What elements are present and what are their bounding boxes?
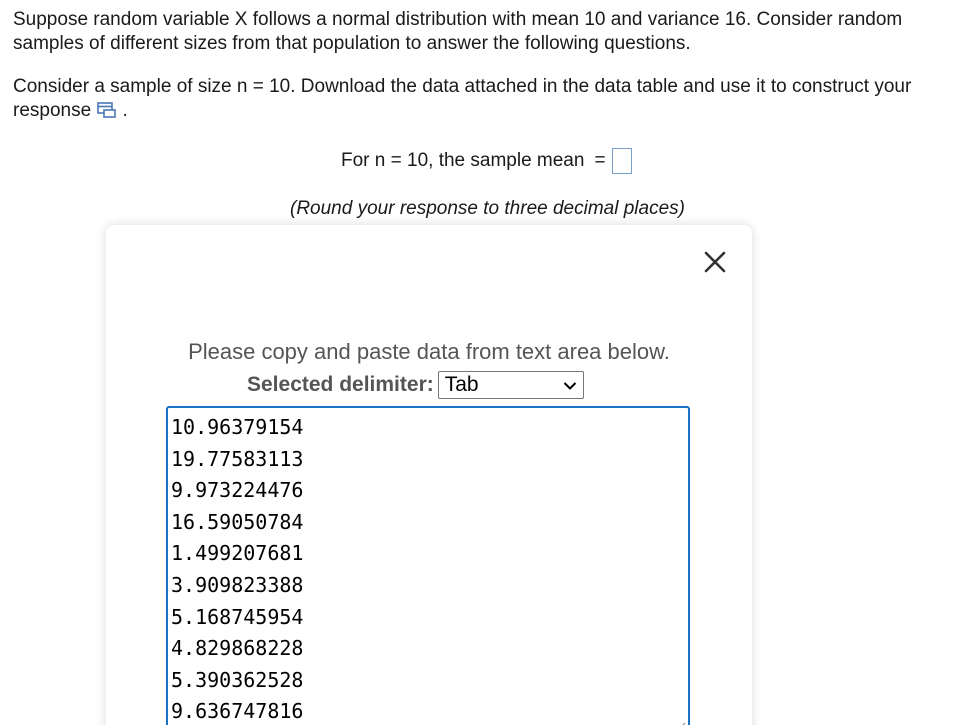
question-intro: Suppose random variable X follows a normal distribution with mean 10 and variance 16. Consider random samples of different sizes from that population to answer the following questions.	[13, 9, 903, 54]
data-value: 16.59050784	[171, 509, 304, 534]
data-value: 3.909823388	[171, 572, 304, 597]
sample-mean-input[interactable]	[612, 148, 632, 174]
copy-paste-instruction: Please copy and paste data from text area below.	[188, 339, 670, 364]
sample-instruction	[13, 75, 948, 123]
chevron-down-icon	[563, 381, 577, 391]
equals-sign: =	[594, 150, 606, 171]
data-value: 1.499207681	[171, 541, 304, 566]
sample-mean-label: For n = 10, the sample mean	[341, 150, 585, 171]
sample-instruction-text: Consider a sample of size n = 10. Download the data attached in the data table and use it to construct your response	[13, 76, 912, 121]
delimiter-label: Selected delimiter:	[247, 373, 434, 396]
data-value: 4.829868228	[171, 636, 304, 661]
close-button[interactable]	[702, 249, 728, 275]
data-table-modal	[106, 225, 752, 725]
rounding-note: (Round your response to three decimal places)	[290, 198, 685, 219]
delimiter-row	[247, 370, 584, 400]
data-value: 10.96379154	[171, 415, 304, 439]
data-value: 5.390362528	[171, 667, 304, 692]
data-value: 19.77583113	[171, 446, 304, 471]
data-value: 9.973224476	[171, 478, 304, 503]
sample-mean-row	[341, 146, 632, 176]
data-textarea[interactable]	[166, 406, 690, 725]
delimiter-select[interactable]	[438, 371, 584, 399]
resize-grip-icon[interactable]	[674, 720, 686, 725]
close-icon	[702, 249, 728, 275]
data-value: 5.168745954	[171, 604, 304, 629]
data-value: 9.636747816	[171, 699, 304, 724]
delimiter-value: Tab	[444, 373, 479, 396]
data-table-icon[interactable]	[97, 102, 117, 118]
sample-instruction-end: .	[122, 100, 128, 121]
